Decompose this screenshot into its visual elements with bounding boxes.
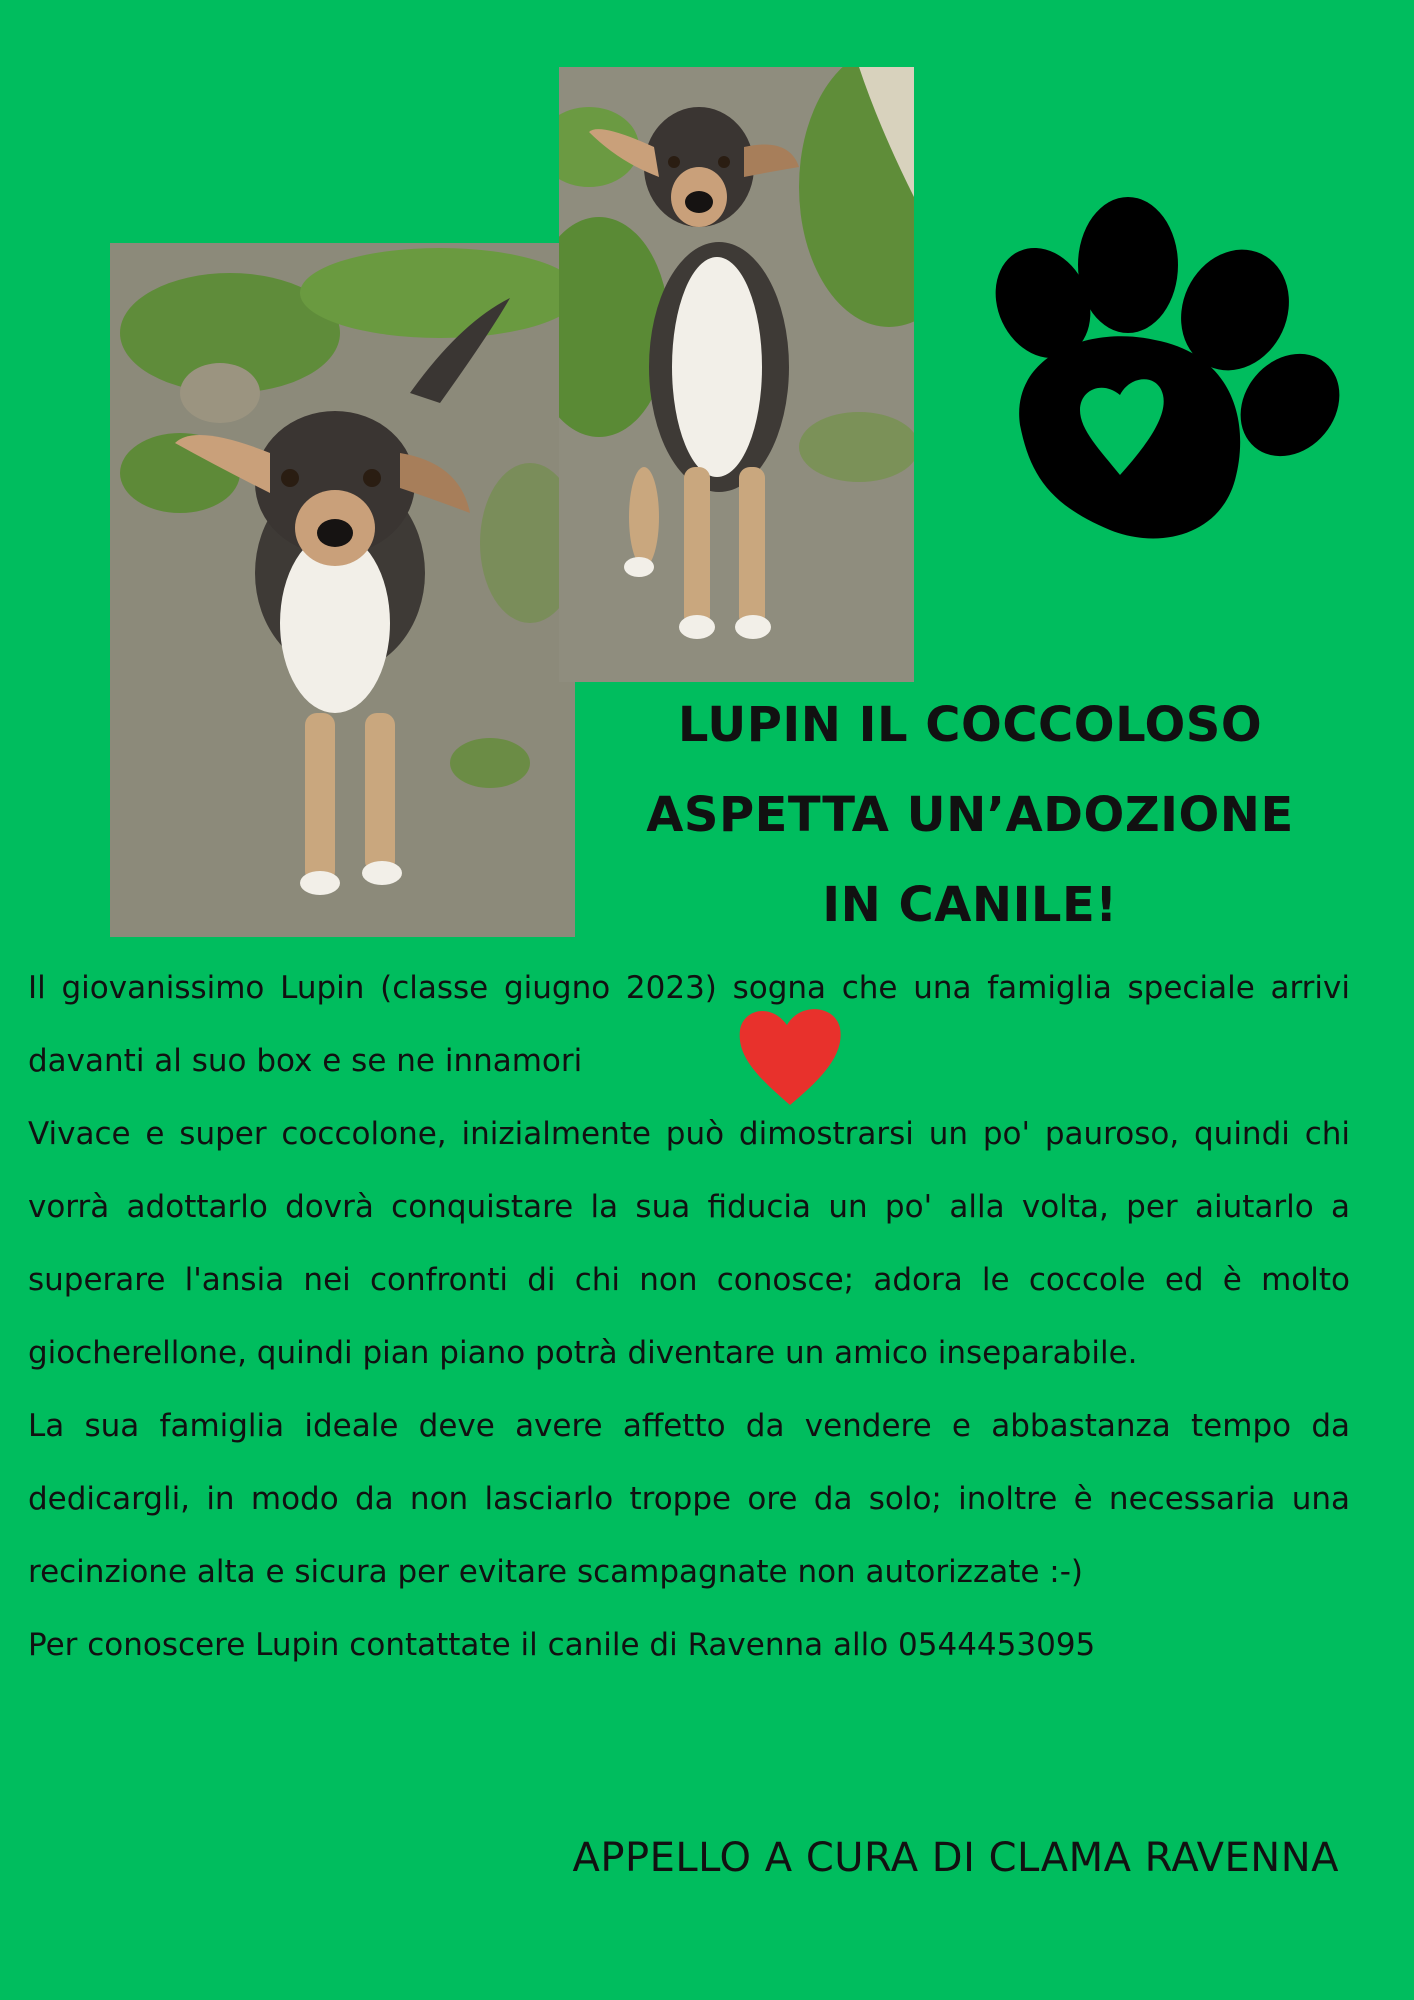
headline-line-2: ASPETTA UN’ADOZIONE: [646, 787, 1294, 843]
credit-line: APPELLO A CURA DI CLAMA RAVENNA: [572, 1835, 1339, 1881]
red-heart-icon: [735, 1000, 845, 1110]
paragraph-ideal-family: La sua famiglia ideale deve avere affetto da vendere e abbastanza tempo da dedicargli, in modo da non lasciarlo troppe ore da solo; inoltre è necessaria una recinzione alta e sicura per evitare scampagnate non autorizzate :-): [28, 1408, 1350, 1590]
dog-photo-left: [110, 243, 575, 937]
paragraph-temperament: Vivace e super coccolone, inizialmente può dimostrarsi un po' pauroso, quindi chi vorrà adottarlo dovrà conquistare la sua fiducia un po' alla volta, per aiutarlo a superare l'ansia nei confronti di chi non conosce; adora le coccole ed è molto giocherellone, quindi pian piano potrà diventare un amico inseparabile.: [28, 1116, 1350, 1371]
paragraph-contact: Per conoscere Lupin contattate il canile di Ravenna allo 0544453095: [28, 1627, 1096, 1663]
headline-line-3: IN CANILE!: [822, 877, 1118, 933]
headline-line-1: LUPIN IL COCCOLOSO: [677, 697, 1263, 753]
headline: [600, 680, 1340, 950]
dog-photo-right: [559, 67, 914, 682]
description: [28, 952, 1350, 1682]
paw-heart-icon: [980, 195, 1345, 545]
paragraph-intro: Il giovanissimo Lupin (classe giugno 2023) sogna che una famiglia speciale arrivi davanti al suo box e se ne innamori: [28, 970, 1350, 1079]
